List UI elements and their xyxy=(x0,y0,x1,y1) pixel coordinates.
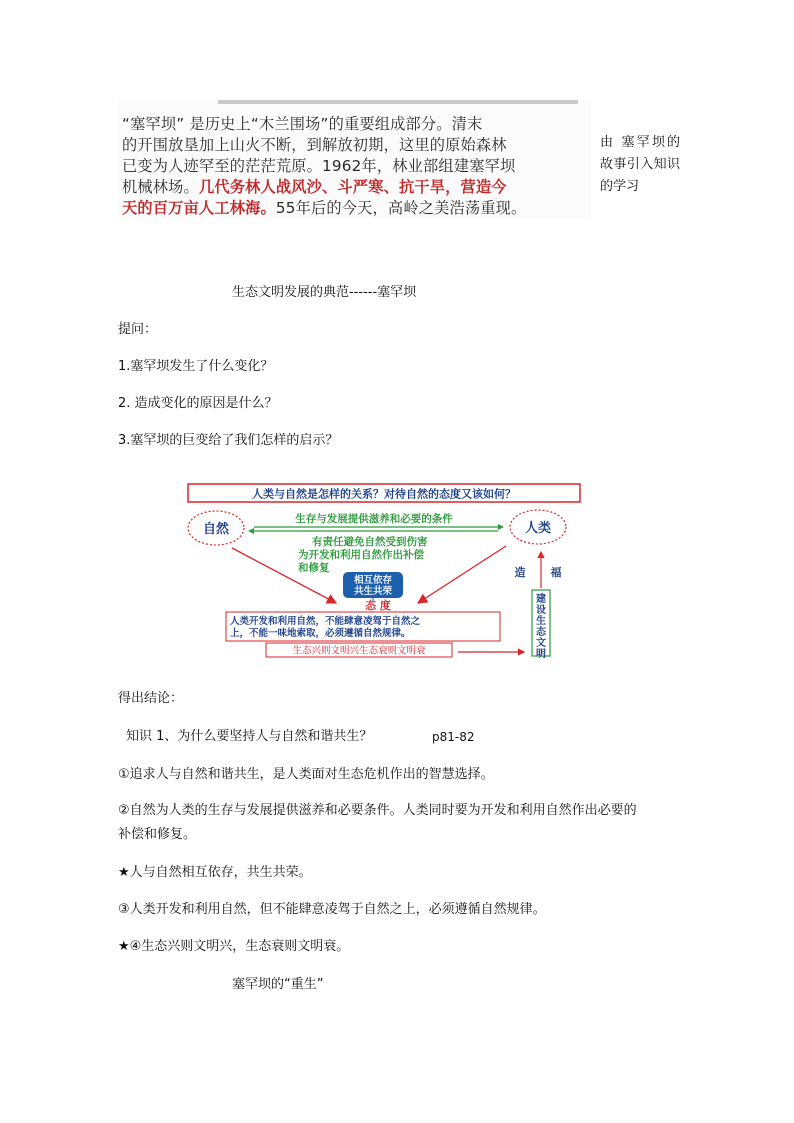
story-segment: 55年后的今天，高岭之美浩荡重现。 xyxy=(275,199,527,217)
human-to-attitude-arrow xyxy=(418,546,506,603)
question-3: 3.塞罕坝的巨变给了我们怎样的启示？ xyxy=(118,433,339,448)
responsibility-line-2: 为开发和利用自然作出补偿 xyxy=(298,549,424,561)
story-line xyxy=(122,198,588,218)
story-image xyxy=(118,100,590,218)
center-line-2: 共生共荣 xyxy=(353,586,393,597)
point-2-cont: 补偿和修复。 xyxy=(118,827,197,842)
story-segment: “塞罕坝” 是历史上“木兰围场”的重要组成部分。清末 xyxy=(122,115,483,133)
question-1: 1.塞罕坝发生了什么变化？ xyxy=(118,359,274,374)
story-line xyxy=(122,135,588,156)
story-text xyxy=(122,114,588,218)
attitude-label: 态 度 xyxy=(365,599,391,612)
story-segment: 机械林场。 xyxy=(122,178,199,196)
story-highlight: 天的百万亩人工林海。 xyxy=(122,199,276,217)
knowledge-pages: p81-82 xyxy=(432,730,475,744)
human-label: 人类 xyxy=(524,521,552,536)
build-box-text xyxy=(536,592,547,660)
bottom-text: 生态兴则文明兴生态衰则文明衰 xyxy=(292,645,426,657)
question-2: 2. 造成变化的原因是什么？ xyxy=(118,396,278,411)
point-star-4: ★④生态兴则文明兴，生态衰则文明衰。 xyxy=(118,939,350,954)
story-segment: 的开围放垦加上山火不断，到解放初期，这里的原始森林 xyxy=(122,136,507,154)
footer-title: 塞罕坝的“重生” xyxy=(232,977,324,992)
cropped-header-strip xyxy=(218,100,578,104)
rules-line-1: 人类开发和利用自然，不能肆意凌驾于自然之 xyxy=(230,616,421,627)
responsibility-line-1: 有责任避免自然受到伤害 xyxy=(312,536,428,548)
questions-label: 提问： xyxy=(118,322,158,337)
story-highlight: 几代务林人战风沙、斗严寒、抗干旱，营造今 xyxy=(198,178,507,196)
story-segment: 已变为人迹罕至的茫茫荒原。1962年，林业部组建塞罕坝 xyxy=(122,157,516,175)
story-line xyxy=(122,177,588,198)
top-arrow-label: 生存与发展提供滋养和必要的条件 xyxy=(295,513,453,525)
rules-line-2: 上，不能一味地索取，必须遵循自然规律。 xyxy=(230,628,411,639)
side-note: 由 塞罕坝的故事引入知识的学习 xyxy=(600,135,680,194)
point-2: ②自然为人类的生存与发展提供滋养和必要条件。人类同时要为开发和利用自然作出必要的 xyxy=(118,803,637,818)
section-title: 生态文明发展的典范------塞罕坝 xyxy=(232,285,417,300)
center-line-1: 相互依存 xyxy=(353,575,393,586)
story-line xyxy=(122,156,588,177)
benefit-left: 造 xyxy=(514,566,526,579)
story-line xyxy=(122,114,588,135)
benefit-right: 福 xyxy=(550,566,562,579)
build-box-label: 建设生态文明 xyxy=(536,594,546,660)
conclusion-label: 得出结论： xyxy=(118,691,184,706)
relationship-diagram xyxy=(186,478,586,660)
point-3: ③人类开发和利用自然，但不能肆意凌驾于自然之上，必须遵循自然规律。 xyxy=(118,902,546,917)
knowledge-title: 知识 1、为什么要坚持人与自然和谐共生？ xyxy=(126,729,373,744)
point-1: ①追求人与自然和谐共生，是人类面对生态危机作出的智慧选择。 xyxy=(118,767,494,782)
nature-label: 自然 xyxy=(202,522,230,537)
point-star-1: ★人与自然相互依存，共生共荣。 xyxy=(118,865,312,880)
diagram-question: 人类与自然是怎样的关系？对待自然的态度又该如何？ xyxy=(252,487,516,501)
responsibility-line-3: 和修复 xyxy=(298,562,330,574)
